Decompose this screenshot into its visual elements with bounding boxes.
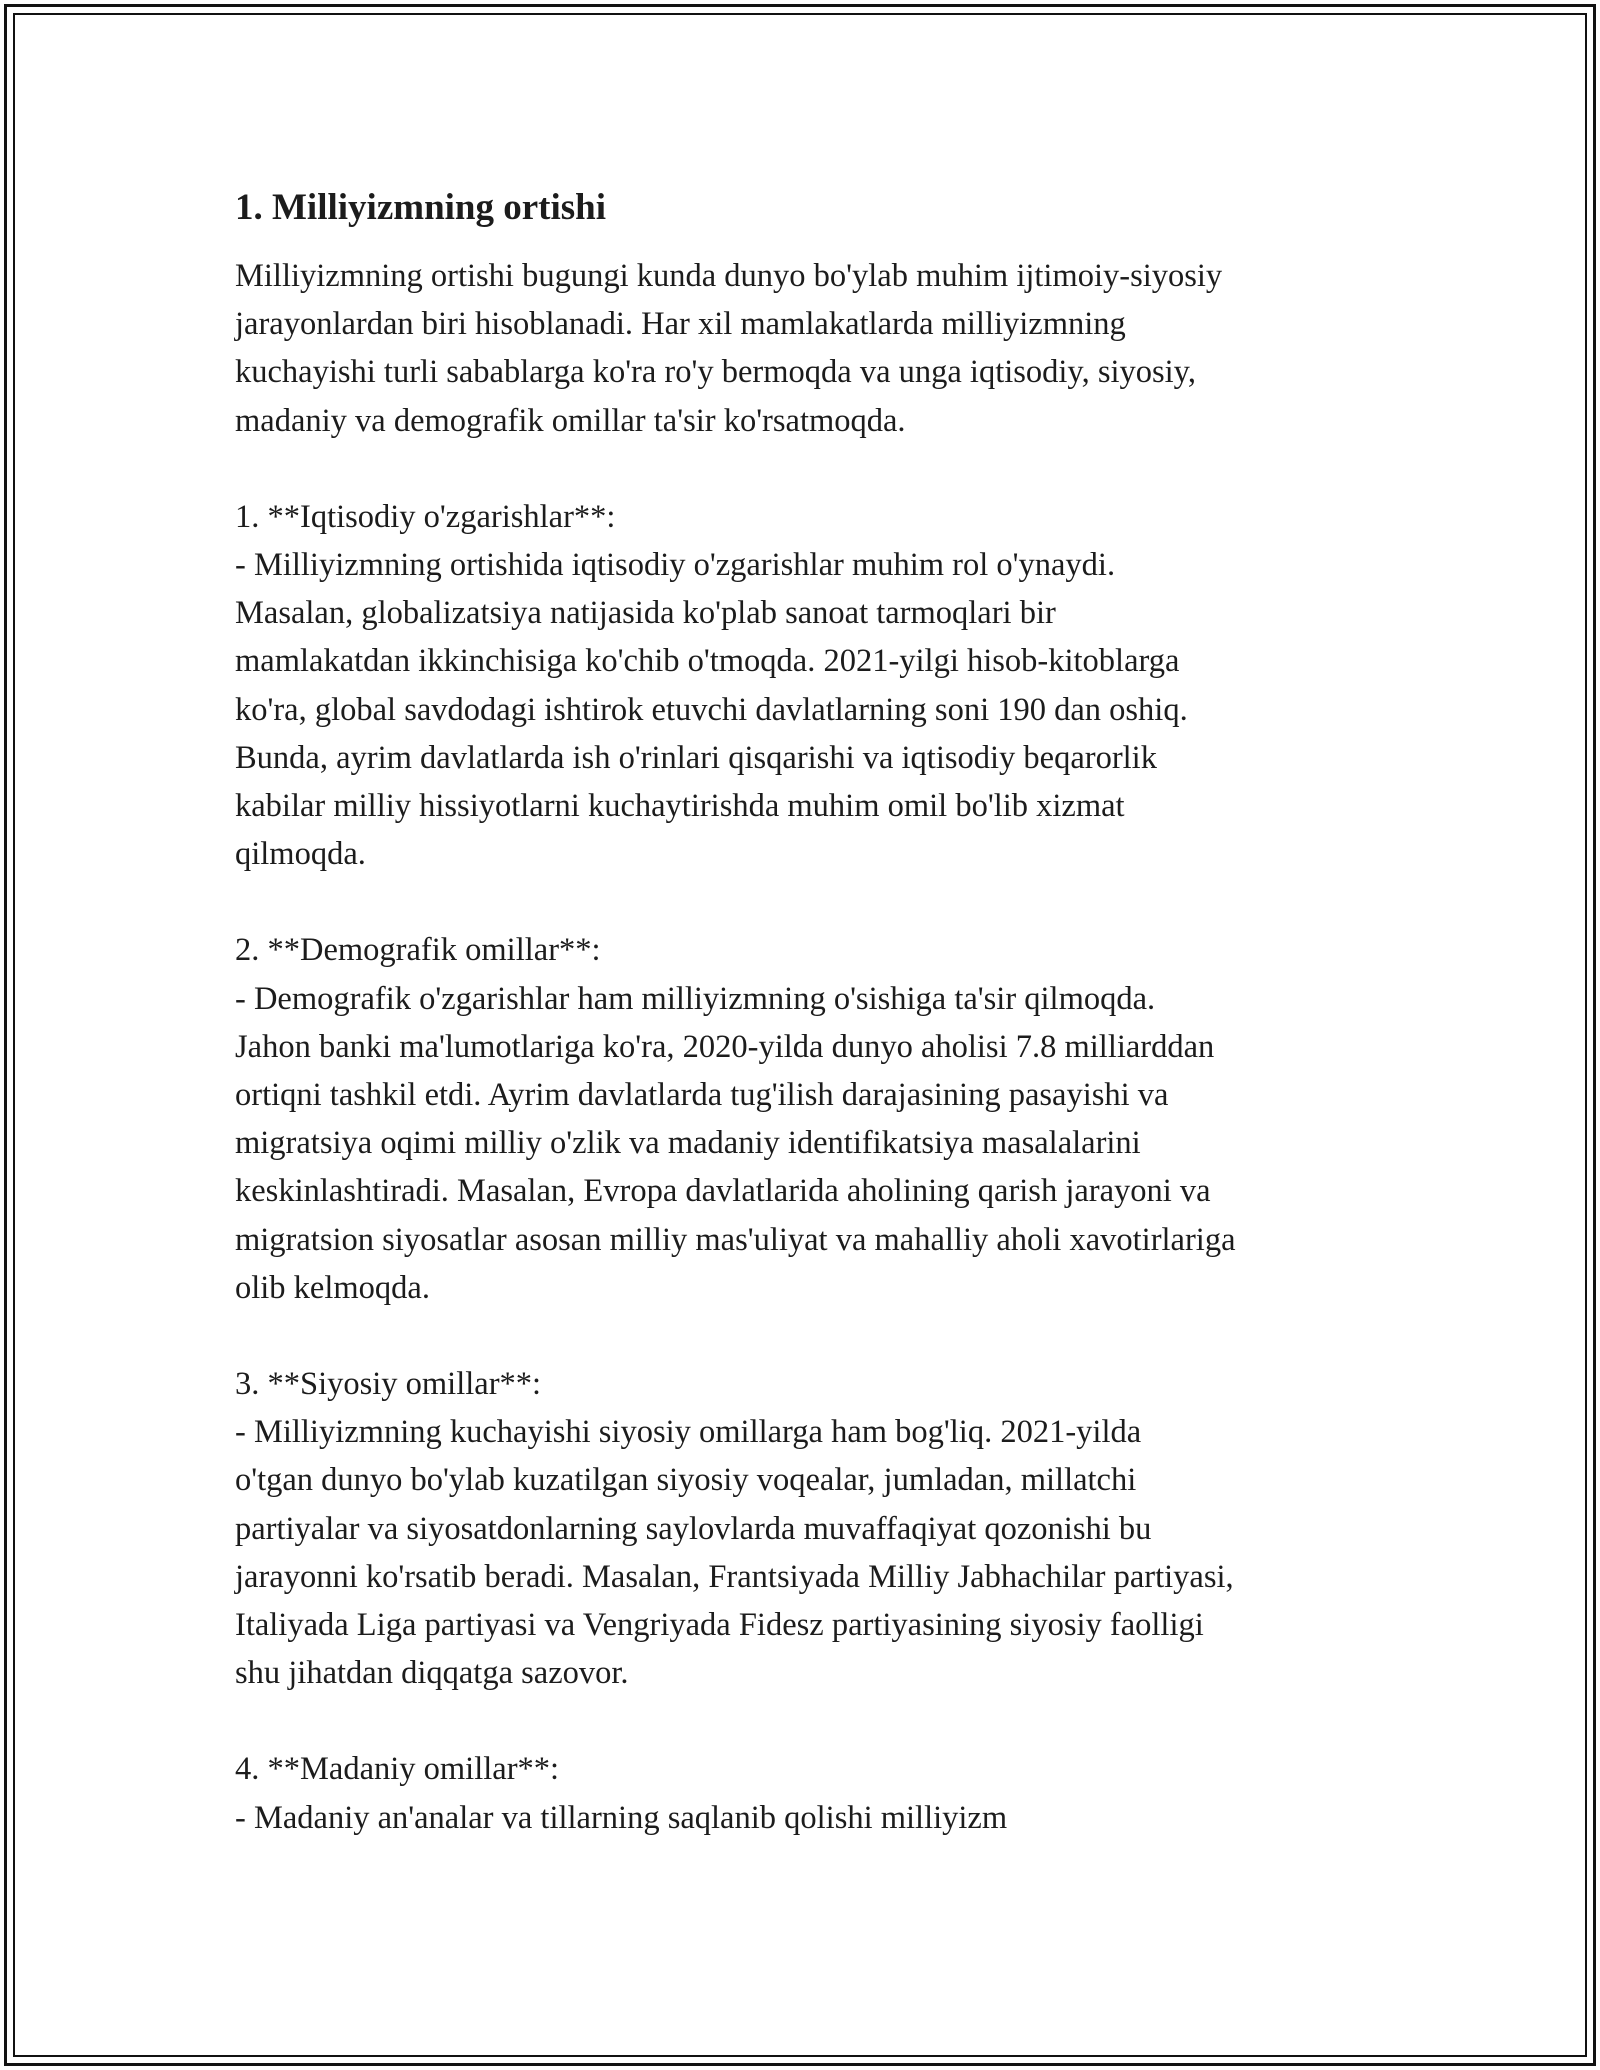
section-title: 2. **Demografik omillar**: (235, 932, 601, 969)
document-heading: 1. Milliyizmning ortishi (235, 187, 607, 228)
section-cultural (235, 1745, 1375, 1841)
intro-paragraph: Milliyizmning ortishi bugungi kunda dunyo bo'ylab muhim ijtimoiy-siyosiy jarayonlardan biri hisoblanadi. Har xil mamlakatlarda milliyizmning kuchayishi turli sabablarga ko'ra ro'y bermoqda va unga iqtisodiy, siyosiy, madaniy va demografik omillar ta'sir ko'rsatmoqda. (235, 258, 1223, 439)
section-political (235, 1360, 1375, 1697)
section-body: - Milliyizmning kuchayishi siyosiy omillarga ham bog'liq. 2021-yilda o'tgan dunyo bo'ylab kuzatilgan siyosiy voqealar, jumladan, millatchi partiyalar va siyosatdonlarning saylovlarda muvaffaqiyat qozonishi bu jarayonni ko'rsatib beradi. Masalan, Frantsiyada Milliy Jabhachilar partiyasi, Italiyada Liga partiyasi va Vengriyada Fidesz partiyasining siyosiy faolligi shu jihatdan diqqatga sazovor. (235, 1414, 1234, 1692)
document-content (235, 184, 1375, 1842)
section-title: 3. **Siyosiy omillar**: (235, 1366, 542, 1403)
section-body: - Milliyizmning ortishida iqtisodiy o'zgarishlar muhim rol o'ynaydi. Masalan, globalizatsiya natijasida ko'plab sanoat tarmoqlari bir mamlakatdan ikkinchisiga ko'chib o'tmoqda. 2021-yilgi hisob-kitoblarga ko'ra, global savdodagi ishtirok etuvchi davlatlarning soni 190 dan oshiq. Bunda, ayrim davlatlarda ish o'rinlari qisqarishi va iqtisodiy beqarorlik kabilar milliy hissiyotlarni kuchaytirishda muhim omil bo'lib xizmat qilmoqda. (235, 547, 1188, 873)
section-title: 1. **Iqtisodiy o'zgarishlar**: (235, 498, 616, 535)
section-economic (235, 493, 1375, 879)
section-demographic (235, 926, 1375, 1312)
section-body: - Demografik o'zgarishlar ham milliyizmning o'sishiga ta'sir qilmoqda. Jahon banki ma'lumotlariga ko'ra, 2020-yilda dunyo aholisi 7.8 milliarddan ortiqni tashkil etdi. Ayrim davlatlarda tug'ilish darajasining pasayishi va migratsiya oqimi milliy o'zlik va madaniy identifikatsiya masalalarini keskinlashtiradi. Masalan, Evropa davlatlarida aholining qarish jarayoni va migratsion siyosatlar asosan milliy mas'uliyat va mahalliy aholi xavotirlariga olib kelmoqda. (235, 980, 1236, 1306)
section-body: - Madaniy an'analar va tillarning saqlanib qolishi milliyizm (235, 1799, 1008, 1836)
section-title: 4. **Madaniy omillar**: (235, 1751, 560, 1788)
